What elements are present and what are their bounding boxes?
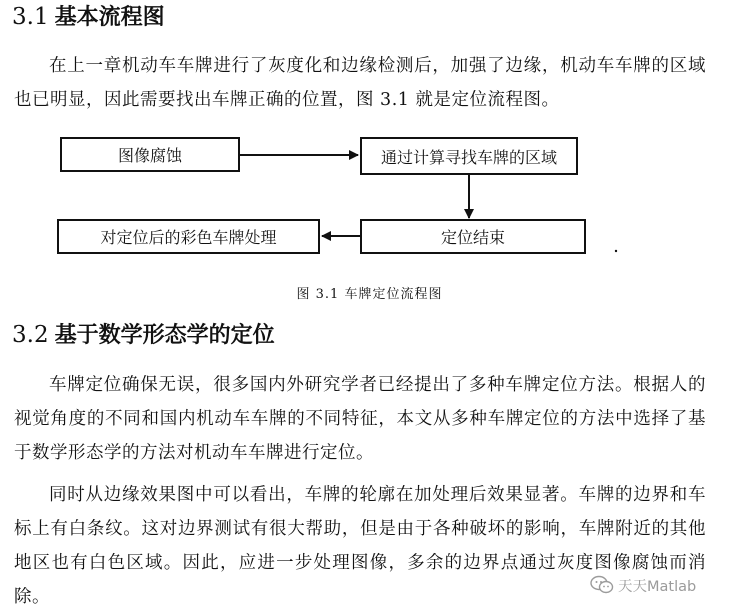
section-title: 基于数学形态学的定位 (54, 323, 275, 348)
section-2-paragraph-1: 车牌定位确保无误，很多国内外研究学者已经提出了多种车牌定位方法。根据人的视觉角度的不同和国内机动车车牌的不同特征，本文从多种车牌定位的方法中选择了基于数学形态学的方法对机动车车牌进行定位。 (14, 375, 706, 463)
node-color-plate-processing: 对定位后的彩色车牌处理 (57, 219, 320, 254)
node-find-plate-region: 通过计算寻找车牌的区域 (360, 137, 578, 175)
section-1-paragraph: 在上一章机动车车牌进行了灰度化和边缘检测后，加强了边缘，机动车车牌的区域也已明显，因此需要找出车牌正确的位置，图 3.1 就是定位流程图。 (14, 56, 706, 110)
section-number: 3.1 (12, 4, 49, 30)
section-number: 3.2 (12, 322, 49, 348)
figure-caption: 图 3.1 车牌定位流程图 (296, 287, 443, 302)
wechat-icon (590, 575, 614, 595)
section-2-paragraph-2: 同时从边缘效果图中可以看出，车牌的轮廓在加处理后效果显著。车牌的边界和车标上有白条纹。这对边界测试有很大帮助，但是由于各种破坏的影响，车牌附近的其他地区也有白色区域。因此，应进一步处理图像，多余的边界点通过灰度图像腐蚀而消除。 (14, 485, 706, 607)
node-location-end: 定位结束 (360, 219, 586, 254)
section-title: 基本流程图 (54, 5, 165, 30)
section-heading-3-1 (12, 2, 165, 33)
section-heading-3-2 (12, 320, 275, 351)
watermark-text: 天天Matlab (618, 578, 697, 595)
node-image-erosion: 图像腐蚀 (60, 137, 240, 172)
watermark (590, 572, 696, 598)
stray-dot (615, 250, 617, 252)
